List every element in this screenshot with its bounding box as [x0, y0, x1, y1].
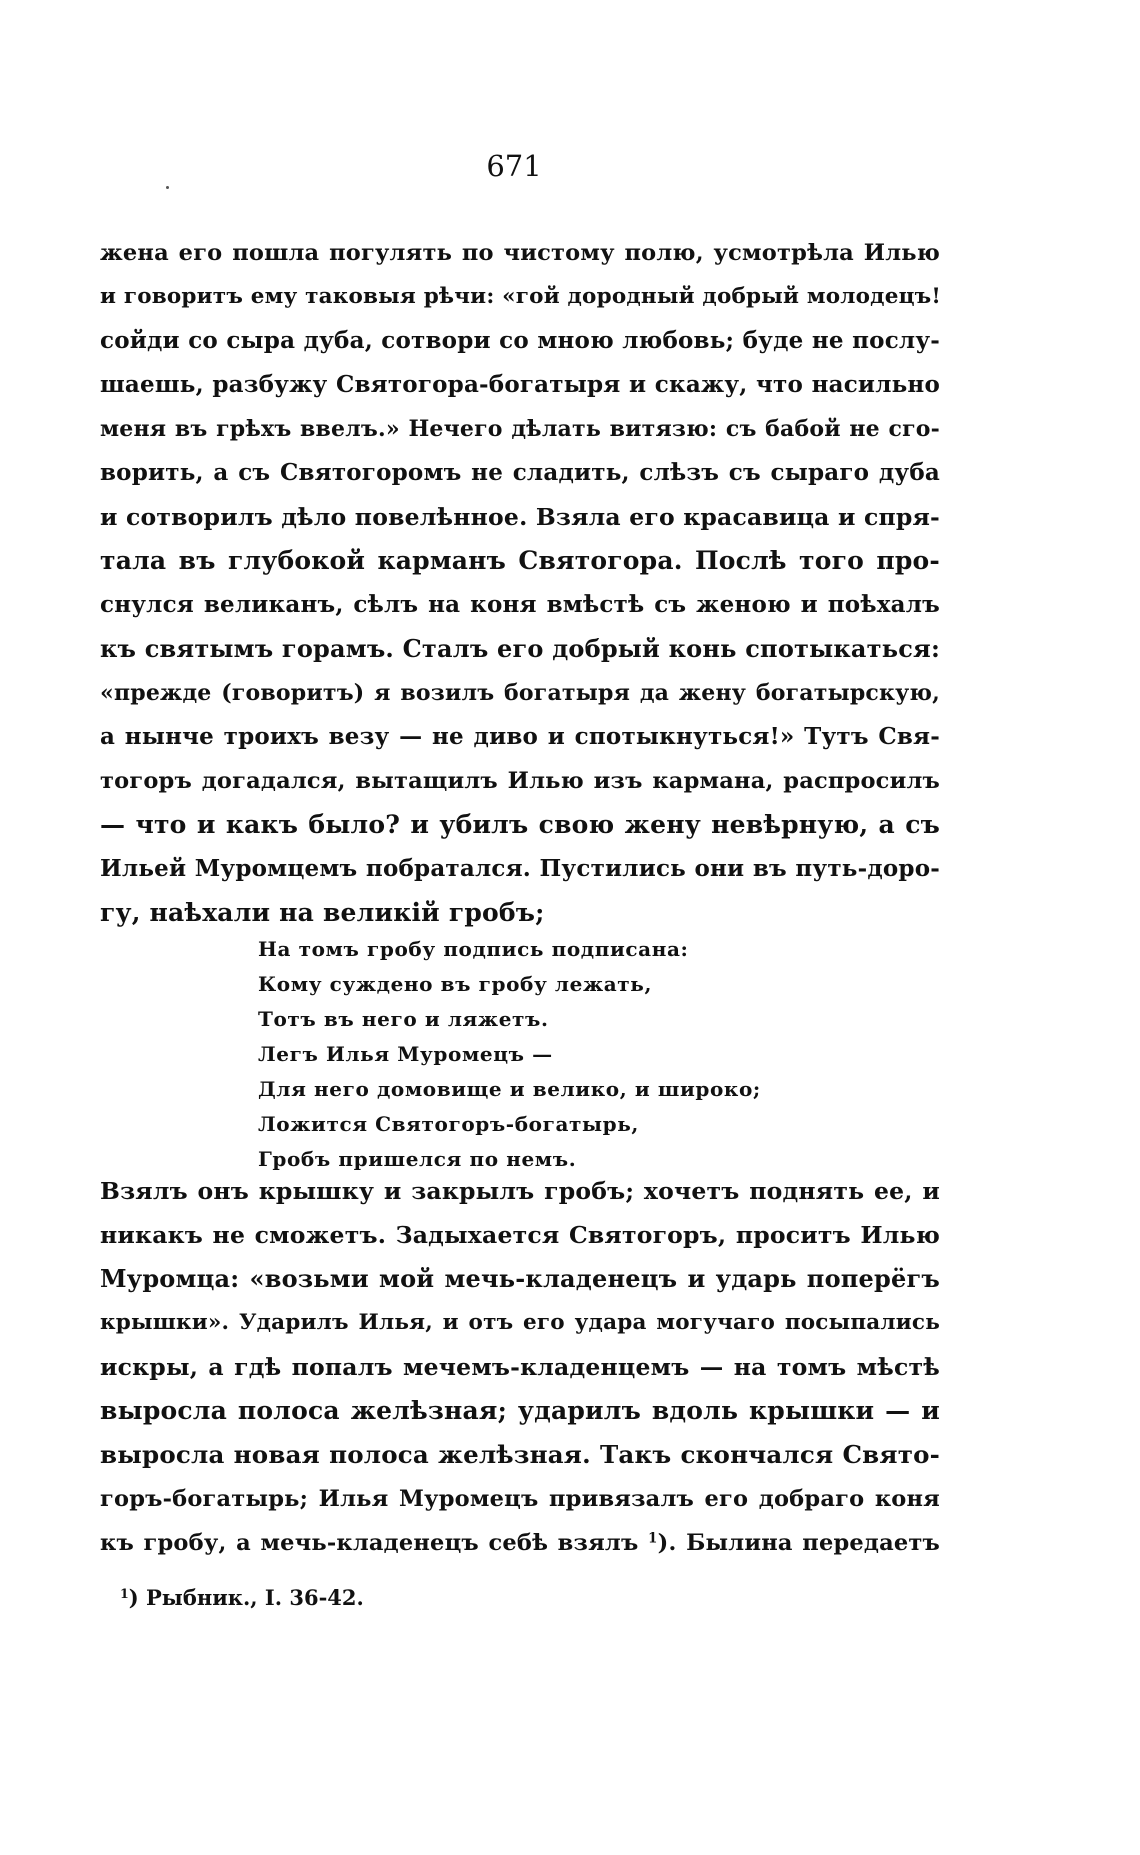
verse-quote — [258, 932, 818, 1177]
verse-line: На томъ гробу подпись подписана: — [258, 937, 689, 961]
text-fragment: ). Былина передаетъ — [657, 1530, 940, 1556]
text-line: «прежде (говоритъ) я возилъ богатыря да жену богатырскую, — [100, 680, 940, 706]
text-line: и сотворилъ дѣло повелѣнное. Взяла его красавица и спря- — [100, 503, 941, 531]
verse-line: Тотъ въ него и ляжетъ. — [258, 1007, 549, 1031]
text-line: тогоръ догадался, вытащилъ Илью изъ кармана, распросилъ — [100, 768, 940, 794]
text-line: снулся великанъ, сѣлъ на коня вмѣстѣ съ женою и поѣхалъ — [100, 591, 940, 618]
text-line: Взялъ онъ крышку и закрылъ гробъ; хочетъ поднять ее, и — [100, 1177, 940, 1205]
text-line: выросла новая полоса желѣзная. Такъ скончался Свято- — [100, 1440, 940, 1469]
text-line: выросла полоса желѣзная; ударилъ вдоль крышки — и — [100, 1396, 940, 1425]
paragraph-2 — [100, 1169, 940, 1565]
footnote-reference: 1 — [648, 1530, 658, 1547]
footnote-number: 1 — [120, 1586, 129, 1602]
footnote-paren: ) — [128, 1585, 139, 1610]
text-line: къ святымъ горамъ. Сталъ его добрый конь спотыкаться: — [100, 634, 940, 663]
verse-line: Кому суждено въ гробу лежать, — [258, 972, 653, 996]
text-line: и говоритъ ему таковыя рѣчи: «гой дородный добрый молодецъ! — [100, 284, 941, 309]
page-speck — [166, 186, 169, 189]
text-line: тала въ глубокой карманъ Святогора. Послѣ того про- — [100, 546, 940, 575]
text-line: жена его пошла погулять по чистому полю, усмотрѣла Илью — [100, 240, 940, 266]
text-line: ворить, а съ Святогоромъ не сладить, слѣзъ съ сыраго дуба — [100, 459, 940, 486]
text-line: меня въ грѣхъ ввелъ.» Нечего дѣлать витязю: съ бабой не сго- — [100, 416, 940, 442]
verse-line: Легъ Илья Муромецъ — — [258, 1042, 553, 1066]
text-line: Муромца: «возьми мой мечь-кладенецъ и ударь поперёгъ — [100, 1264, 940, 1293]
text-line: — что и какъ было? и убилъ свою жену невѣрную, а съ — [100, 810, 940, 839]
text-line: искры, а гдѣ попалъ мечемъ-кладенцемъ — на томъ мѣстѣ — [100, 1353, 940, 1381]
text-fragment: къ гробу, а мечь-кладенецъ себѣ взялъ — [100, 1530, 639, 1556]
text-line: крышки». Ударилъ Илья, и отъ его удара могучаго посыпались — [100, 1310, 940, 1335]
verse-line: Гробъ пришелся по немъ. — [258, 1147, 577, 1171]
text-line: никакъ не сможетъ. Задыхается Святогоръ, проситъ Илью — [100, 1221, 940, 1249]
text-line: гу, наѣхали на великій гробъ; — [100, 898, 545, 927]
text-line-with-footnote — [100, 1521, 940, 1565]
text-line: Ильей Муромцемъ побратался. Пустились они въ путь-доро- — [100, 855, 940, 882]
text-line: сойди со сыра дуба, сотвори со мною любовь; буде не послу- — [100, 327, 940, 354]
footnote-text: Рыбник., I. 36-42. — [138, 1585, 364, 1610]
verse-line: Для него домовище и велико, и широко; — [258, 1077, 761, 1101]
page-number: 671 — [486, 149, 542, 183]
verse-line: Ложится Святогоръ-богатырь, — [258, 1112, 639, 1136]
paragraph-1 — [100, 231, 940, 935]
text-line: шаешь, разбужу Святогора-богатыря и скажу, что насильно — [100, 371, 940, 398]
footnote — [120, 1581, 364, 1615]
text-line: а нынче троихъ везу — не диво и спотыкнуться!» Тутъ Свя- — [100, 723, 940, 750]
text-line: горъ-богатырь; Илья Муромецъ привязалъ его добраго коня — [100, 1486, 940, 1512]
